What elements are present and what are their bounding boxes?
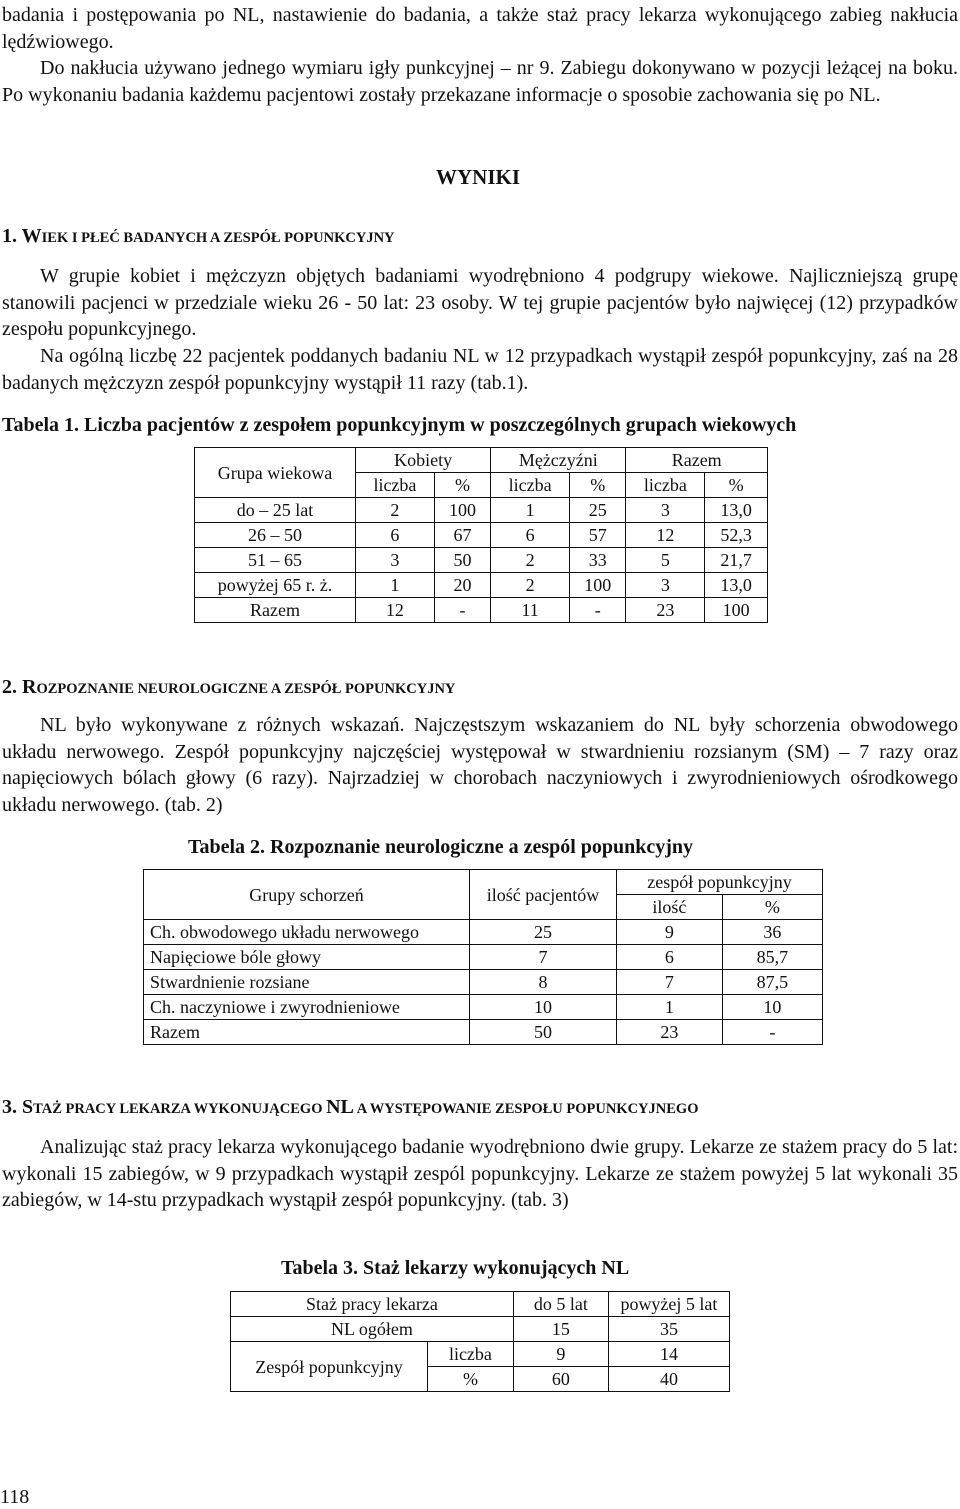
table-3-header-over5: powyżej 5 lat	[608, 1292, 729, 1317]
table-cell: 67	[434, 523, 490, 548]
table-1-sub-pct: %	[705, 473, 768, 498]
table-cell: 57	[570, 523, 626, 548]
section-3-number: 3.	[2, 1096, 22, 1118]
table-cell: 100	[570, 573, 626, 598]
table-cell: 52,3	[705, 523, 768, 548]
table-cell: 8	[470, 970, 617, 995]
table-cell: 13,0	[705, 498, 768, 523]
table-row	[144, 920, 823, 945]
table-cell: 13,0	[705, 573, 768, 598]
section-3-paragraph-1: Analizując staż pracy lekarza wykonującego badanie wyodrębniono dwie grupy. Lekarze ze stażem pracy do 5 lat: wykonali 15 zabiegów, w 9 przypadkach wystąpił zespól popunkcyjny. Lekarze ze stażem powyżej 5 lat wykonali 35 zabiegów, w 14-stu przypadkach wystąpił zespół popunkcyjny. (tab. 3)	[2, 1136, 958, 1211]
table-2-header-patients: ilość pacjentów	[470, 870, 617, 920]
section-2-heading	[2, 676, 455, 699]
table-cell: 10	[722, 995, 822, 1020]
table-3-sub-count: liczba	[428, 1342, 514, 1367]
row-label: Ch. naczyniowe i zwyrodnieniowe	[144, 995, 470, 1020]
table-cell: 6	[617, 945, 723, 970]
table-cell: 6	[356, 523, 435, 548]
section-1-title-rest: IEK I PŁEĆ BADANYCH A ZESPÓŁ POPUNKCYJNY	[41, 230, 395, 246]
table-3-syndrome-label: Zespół popunkcyjny	[231, 1342, 428, 1392]
section-1-title-initial: W	[21, 225, 42, 247]
table-cell: 2	[491, 573, 570, 598]
table-1-sub-pct: %	[570, 473, 626, 498]
row-label: powyżej 65 r. ż.	[195, 573, 356, 598]
row-label: Ch. obwodowego układu nerwowego	[144, 920, 470, 945]
table-3-pct-upto5: 60	[513, 1367, 608, 1392]
table-3-count-over5: 14	[608, 1342, 729, 1367]
table-cell: 5	[626, 548, 705, 573]
section-2-title-rest: OZPOZNANIE NEUROLOGICZNE A ZESPÓŁ POPUNKCYJNY	[36, 681, 456, 697]
table-2-sub-pct: %	[722, 895, 822, 920]
table-row	[195, 523, 768, 548]
table-3-header-row	[231, 1292, 730, 1317]
table-3-row-count	[231, 1342, 730, 1367]
table-1-header-group: Grupa wiekowa	[195, 448, 356, 498]
table-cell: 11	[491, 598, 570, 623]
table-1-sub-pct: %	[434, 473, 490, 498]
section-2-paragraph-1: NL było wykonywane z różnych wskazań. Najczęstszym wskazaniem do NL były schorzenia obwodowego układu nerwowego. Zespół popunkcyjny najczęściej występował w stwardnieniu rozsianym (SM) – 7 razy oraz napięciowych bólach głowy (6 razy). Najrzadziej w chorobach naczyniowych i zwyrodnieniowych ośrodkowego układu nerwowego. (tab. 2)	[2, 714, 958, 816]
table-3-total-over5: 35	[608, 1317, 729, 1342]
table-cell: 23	[626, 598, 705, 623]
table-cell: 33	[570, 548, 626, 573]
table-2-sub-count: ilość	[617, 895, 723, 920]
table-3-pct-over5: 40	[608, 1367, 729, 1392]
row-label: 51 – 65	[195, 548, 356, 573]
section-2-number: 2.	[2, 676, 22, 698]
row-label: 26 – 50	[195, 523, 356, 548]
table-row	[144, 945, 823, 970]
results-heading: WYNIKI	[436, 165, 521, 189]
table-1-header-total: Razem	[626, 448, 768, 473]
table-cell: 20	[434, 573, 490, 598]
section-3-title	[22, 1096, 698, 1118]
table-1-sub-count: liczba	[626, 473, 705, 498]
table-2	[143, 869, 823, 1045]
section-3-title-part: S	[22, 1096, 34, 1118]
table-1-header-women: Kobiety	[356, 448, 491, 473]
table-1-header-men: Mężczyźni	[491, 448, 626, 473]
table-cell: 50	[470, 1020, 617, 1045]
table-cell: 1	[356, 573, 435, 598]
table-cell: 21,7	[705, 548, 768, 573]
table-cell: 7	[617, 970, 723, 995]
table-cell: 12	[356, 598, 435, 623]
table-cell: 23	[617, 1020, 723, 1045]
table-row	[144, 1020, 823, 1045]
page-number: 118	[0, 1486, 30, 1508]
table-row	[195, 498, 768, 523]
table-row	[144, 995, 823, 1020]
section-3-title-part: TAŻ PRACY LEKARZA WYKONUJĄCEGO	[33, 1101, 327, 1117]
table-cell: 9	[617, 920, 723, 945]
table-cell: 36	[722, 920, 822, 945]
table-2-caption: Tabela 2. Rozpoznanie neurologiczne a zespól popunkcyjny	[188, 836, 694, 858]
table-3-header-upto5: do 5 lat	[513, 1292, 608, 1317]
section-2-title-initial: R	[22, 676, 37, 698]
table-cell: 3	[356, 548, 435, 573]
section-3-title-part: A WYSTĘPOWANIE ZESPOŁU POPUNKCYJNEGO	[353, 1101, 699, 1117]
table-1-sub-count: liczba	[491, 473, 570, 498]
table-1	[194, 447, 768, 623]
table-3-sub-pct: %	[428, 1367, 514, 1392]
table-cell: 7	[470, 945, 617, 970]
section-1-heading	[2, 225, 395, 248]
table-cell: 1	[617, 995, 723, 1020]
table-cell: 3	[626, 498, 705, 523]
table-3-total-upto5: 15	[513, 1317, 608, 1342]
section-3-heading	[2, 1096, 698, 1119]
row-label: Napięciowe bóle głowy	[144, 945, 470, 970]
table-cell: 12	[626, 523, 705, 548]
table-row	[195, 598, 768, 623]
section-1-number: 1.	[2, 225, 22, 247]
table-row	[144, 970, 823, 995]
table-1-sub-count: liczba	[356, 473, 435, 498]
table-1-caption: Tabela 1. Liczba pacjentów z zespołem popunkcyjnym w poszczególnych grupach wiekowych	[2, 414, 797, 436]
table-cell: 10	[470, 995, 617, 1020]
table-cell: -	[434, 598, 490, 623]
table-2-header-row	[144, 870, 823, 895]
table-cell: -	[722, 1020, 822, 1045]
intro-paragraph-1: badania i postępowania po NL, nastawienie do badania, a także staż pracy lekarza wykonującego zabieg nakłucia lędźwiowego.	[2, 4, 958, 53]
row-label: do – 25 lat	[195, 498, 356, 523]
table-cell: 3	[626, 573, 705, 598]
table-cell: 2	[356, 498, 435, 523]
table-3	[230, 1291, 730, 1392]
table-3-caption: Tabela 3. Staż lekarzy wykonujących NL	[281, 1257, 630, 1279]
table-3-total-label: NL ogółem	[231, 1317, 514, 1342]
table-cell: 6	[491, 523, 570, 548]
section-1-paragraph-2: Na ogólną liczbę 22 pacjentek poddanych badaniu NL w 12 przypadkach wystąpił zespół popunkcyjny, zaś na 28 badanych mężczyzn zespół popunkcyjny wystąpił 11 razy (tab.1).	[2, 345, 958, 394]
table-row	[195, 573, 768, 598]
section-1-paragraph-1: W grupie kobiet i mężczyzn objętych badaniami wyodrębniono 4 podgrupy wiekowe. Najliczniejszą grupę stanowili pacjenci w przedziale wieku 26 - 50 lat: 23 osoby. W tej grupie pacjentów było najwięcej (12) przypadków zespołu popunkcyjnego.	[2, 265, 958, 340]
table-3-header-experience: Staż pracy lekarza	[231, 1292, 514, 1317]
row-label: Razem	[144, 1020, 470, 1045]
table-cell: -	[570, 598, 626, 623]
table-cell: 100	[434, 498, 490, 523]
row-label: Stwardnienie rozsiane	[144, 970, 470, 995]
table-cell: 50	[434, 548, 490, 573]
intro-paragraph-2: Do nakłucia używano jednego wymiaru igły punkcyjnej – nr 9. Zabiegu dokonywano w pozycji leżącej na boku. Po wykonaniu badania każdemu pacjentowi zostały przekazane informacje o sposobie zachowania się po NL.	[2, 57, 958, 106]
table-3-row-total	[231, 1317, 730, 1342]
table-3-count-upto5: 9	[513, 1342, 608, 1367]
table-cell: 85,7	[722, 945, 822, 970]
table-1-header-row	[195, 448, 768, 473]
table-2-header-syndrome: zespół popunkcyjny	[617, 870, 823, 895]
table-cell: 87,5	[722, 970, 822, 995]
row-label: Razem	[195, 598, 356, 623]
table-cell: 25	[570, 498, 626, 523]
table-cell: 1	[491, 498, 570, 523]
table-2-header-group: Grupy schorzeń	[144, 870, 470, 920]
table-cell: 25	[470, 920, 617, 945]
table-row	[195, 548, 768, 573]
section-3-title-part: NL	[326, 1096, 354, 1118]
table-cell: 2	[491, 548, 570, 573]
table-cell: 100	[705, 598, 768, 623]
